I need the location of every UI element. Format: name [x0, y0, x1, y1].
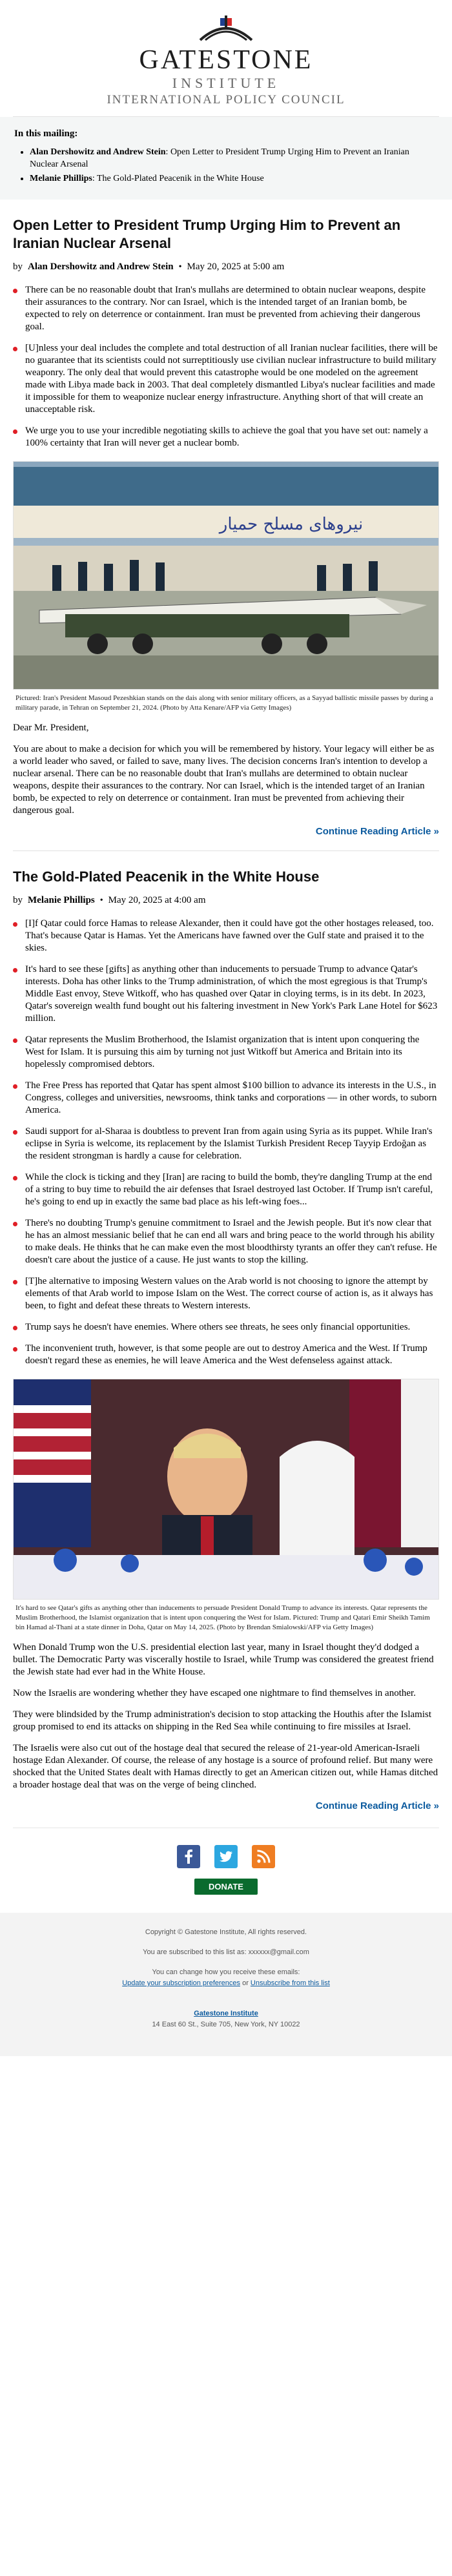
- logo-name[interactable]: GATESTONE: [139, 45, 313, 75]
- mailing-item-title[interactable]: Open Letter to President Trump Urging Him to Prevent an Iranian Nuclear Arsenal: [30, 147, 409, 169]
- highlight-item: [13, 1080, 439, 1117]
- mailing-item[interactable]: • Alan Dershowitz and Andrew Stein: Open Letter to President Trump Urging Him to Prevent an Iranian Nuclear Arsenal: [30, 146, 438, 170]
- iran-parade-photo: [14, 462, 438, 689]
- highlight-text: Saudi support for al-Sharaa is doubtless to prevent Iran from again using Syria as its puppet. While Iran's eclipse in Syria is welcome, its replacement by the Islamist Turkish President Recep Tayyip Erdoğan as the resident strongman is hardly a cause for celebration.: [25, 1126, 433, 1161]
- article-byline: [13, 262, 439, 273]
- red-bullet-icon: [13, 1222, 17, 1226]
- highlight-item: [13, 1171, 439, 1208]
- body-paragraph: When Donald Trump won the U.S. presidential election last year, many in Israel thought they'd dodged a bullet. The Democratic Party was viscerally hostile to Israel, while Trump was considered the greatest friend the Jewish state had ever had in the White House.: [13, 1642, 434, 1677]
- highlight-text: There can be no reasonable doubt that Iran's mullahs are determined to obtain nuclear weapons, despite their assurances to the contrary. Nor can Israel, which is the intended target of an Iranian bomb, be expected to rely on deterrence or containment. Iran must be prevented from achieving their dangerous goal.: [25, 285, 426, 332]
- rss-icon[interactable]: [252, 1845, 275, 1868]
- highlight-text: Trump says he doesn't have enemies. Where others see threats, he sees only financial opportunities.: [25, 1322, 411, 1332]
- article-body: [13, 1642, 439, 1791]
- mailing-item-authors: Melanie Phillips: [30, 174, 92, 183]
- mailing-title: In this mailing:: [14, 129, 78, 139]
- highlight-text: While the clock is ticking and they [Iran] are racing to build the bomb, they're dangling Trump at the end of a string to buy time to rebuild the air defenses that Israel destroyed last October. If Trump isn't careful, he's going to end up in exactly the same bad place as his left-wing foes...: [25, 1172, 433, 1207]
- highlight-item: [13, 1126, 439, 1162]
- header: [13, 14, 439, 117]
- highlight-item: [13, 1034, 439, 1071]
- highlight-text: There's no doubting Trump's genuine commitment to Israel and the Jewish people. But it's now clear that he has an almost messianic belief that he can end all wars and bring peace to the world through his ability to make deals. He thinks that he can make even the most bloodthirsty tyrants an offer they can't refuse. He doesn't care about the justice of a cause. He just wants to stop the killing.: [25, 1218, 437, 1265]
- salutation: Dear Mr. President,: [13, 723, 89, 733]
- article-gold-plated-peacenik: [13, 851, 439, 1812]
- mailing-item-title[interactable]: The Gold-Plated Peacenik in the White House: [96, 174, 264, 183]
- body-paragraph: You are about to make a decision for which you will be remembered by history. Your legacy will either be as a world leader who saved, or failed to save, many lives. The decision concerns Iran's intention to develop a nuclear arsenal. There can be no reasonable doubt that Iran's mullahs are determined to obtain nuclear weapons, despite their assurances to the contrary. Nor can Israel, which is the intended target of an Iranian bomb, be expected to rely on deterrence or containment. Iran must be prevented from achieving their dangerous goal.: [13, 744, 435, 816]
- byline-date: May 20, 2025 at 5:00 am: [187, 262, 285, 272]
- org-link[interactable]: Gatestone Institute: [194, 2010, 258, 2017]
- article-title[interactable]: Open Letter to President Trump Urging Him to Prevent an Iranian Nuclear Arsenal: [13, 217, 401, 251]
- red-bullet-icon: [13, 1130, 17, 1135]
- highlight-text: The Free Press has reported that Qatar has spent almost $100 billion to advance its interests in the U.S., in Congress, colleges and universities, newsrooms, think tanks and corporations — in other words, to suborn America.: [25, 1080, 437, 1115]
- article-image[interactable]: [13, 1379, 439, 1600]
- highlight-item: [13, 1343, 439, 1367]
- org-address: 14 East 60 St., Suite 705, New York, NY 10022: [152, 2021, 300, 2028]
- continue-reading-link[interactable]: Continue Reading Article »: [315, 826, 439, 837]
- byline-separator: •: [178, 262, 182, 272]
- highlight-text: [T]he alternative to imposing Western values on the Arab world is not choosing to ignore the attempt by elements of that Arab world to impose Islam on the West. The correct course of action is, as it always has been, to fight and defeat these threats to Western interests.: [25, 1276, 433, 1311]
- highlight-item: [13, 425, 439, 449]
- highlight-text: We urge you to use your incredible negotiating skills to achieve the goal that you have set out: namely a 100% certainty that Iran will never get a nuclear bomb.: [25, 426, 428, 448]
- facebook-icon[interactable]: [177, 1845, 200, 1868]
- highlight-item: [13, 1275, 439, 1312]
- red-bullet-icon: [13, 289, 17, 293]
- red-bullet-icon: [13, 1347, 17, 1352]
- mailing-list: [14, 146, 438, 185]
- byline-by: by: [13, 262, 23, 272]
- byline-author[interactable]: Alan Dershowitz and Andrew Stein: [28, 262, 174, 272]
- logo-institute: INSTITUTE: [172, 75, 280, 91]
- image-caption: Pictured: Iran's President Masoud Pezeshkian stands on the dais along with senior military officers, as a Sayyad ballistic missile passes by during a military parade, in Tehran on September 21, 2024. (Photo by Atta Kenare/AFP via Getty Images): [15, 694, 433, 712]
- continue-reading-link[interactable]: Continue Reading Article »: [315, 1800, 439, 1811]
- red-bullet-icon: [13, 1176, 17, 1180]
- social-links: [13, 1828, 439, 1906]
- highlight-text: [I]f Qatar could force Hamas to release Alexander, then it could have got the other hostages released, too. That's because Qatar is Hamas. Yet the Americans have fawned over the Gulf state and praised it to the skies.: [25, 918, 434, 953]
- footer: [0, 1913, 452, 2056]
- article-iran-letter: [13, 200, 439, 838]
- mailing-item-authors: Alan Dershowitz and Andrew Stein: [30, 147, 166, 157]
- continue-reading: [13, 1800, 439, 1812]
- red-bullet-icon: [13, 922, 17, 927]
- article-body: [13, 722, 439, 817]
- highlight-text: [U]nless your deal includes the complete and total destruction of all Iranian nuclear facilities, there will be no guarantee that its scientists could not surreptitiously use civilian nuclear infrastructure to build military weaponry. The only deal that would prevent this catastrophe would be one modeled on the agreement made with Libya made back in 2003. That deal completely dismantled Libya's nuclear facilities and made it impossible for them to weaponize nuclear energy infrastructure. Anything short of that will create an unacceptable risk.: [25, 343, 438, 415]
- highlight-text: The inconvenient truth, however, is that some people are out to destroy America and the West. If Trump doesn't regard these as enemies, he will leave America and the West defenseless against attack.: [25, 1343, 427, 1366]
- subscription-notice: You are subscribed to this list as: xxxxxx@gmail.com: [143, 1948, 309, 1956]
- or-text: or: [242, 1979, 249, 1987]
- highlight-item: [13, 918, 439, 954]
- change-notice: You can change how you receive these emails:: [152, 1968, 300, 1976]
- red-bullet-icon: [13, 968, 17, 973]
- byline-author[interactable]: Melanie Phillips: [28, 895, 95, 905]
- red-bullet-icon: [13, 1326, 17, 1330]
- body-paragraph: The Israelis were also cut out of the hostage deal that secured the release of 21-year-old American-Israeli hostage Edan Alexander. Of course, the release of any hostage is a source of profound relief. But many were shocked that the United States dealt with Hamas directly to get an American citizen out, while Hamas ditched a broader hostage deal that was on the verge of being clinched.: [13, 1743, 438, 1790]
- banner-text: نیروهای مسلح حمیار: [219, 515, 364, 534]
- byline-date: May 20, 2025 at 4:00 am: [108, 895, 206, 905]
- highlight-text: Qatar represents the Muslim Brotherhood, the Islamist organization that is intent upon conquering the West for Islam. It is pursuing this aim by turning not just Witkoff but America and Britain into its hopelessly compromised debtors.: [25, 1035, 420, 1069]
- article-highlights: [13, 284, 439, 449]
- article-byline: [13, 895, 439, 906]
- gatestone-logo-icon: [196, 14, 256, 44]
- logo-tagline: INTERNATIONAL POLICY COUNCIL: [107, 93, 345, 107]
- highlight-item: [13, 963, 439, 1025]
- byline-separator: •: [99, 895, 103, 905]
- highlight-item: [13, 342, 439, 416]
- red-bullet-icon: [13, 1280, 17, 1284]
- unsubscribe-link[interactable]: Unsubscribe from this list: [250, 1979, 330, 1987]
- highlight-item: [13, 1321, 439, 1334]
- highlight-item: [13, 284, 439, 333]
- red-bullet-icon: [13, 1038, 17, 1043]
- byline-by: by: [13, 895, 23, 905]
- copyright-text: Copyright © Gatestone Institute, All rights reserved.: [145, 1928, 307, 1936]
- red-bullet-icon: [13, 429, 17, 434]
- mailing-summary: [0, 117, 452, 200]
- update-preferences-link[interactable]: Update your subscription preferences: [122, 1979, 241, 1987]
- highlight-item: [13, 1217, 439, 1266]
- body-paragraph: Now the Israelis are wondering whether they have escaped one nightmare to find themselves in another.: [13, 1688, 416, 1698]
- red-bullet-icon: [13, 1084, 17, 1089]
- article-highlights: [13, 918, 439, 1367]
- mailing-item[interactable]: • Melanie Phillips: The Gold-Plated Peacenik in the White House: [30, 172, 438, 185]
- continue-reading: [13, 826, 439, 838]
- image-caption: It's hard to see Qatar's gifts as anything other than inducements to persuade President Donald Trump to advance its interests. Qatar represents the Muslim Brotherhood, the Islamist organization that is intent upon conquering the West for Islam. Pictured: Trump and Qatari Emir Sheikh Tamim bin Hamad al-Thani at a state dinner in Doha, Qatar on May 14, 2025. (Photo by Brendan Smialowski/AFP via Getty Images): [15, 1604, 430, 1631]
- red-bullet-icon: [13, 347, 17, 351]
- highlight-text: It's hard to see these [gifts] as anything other than inducements to persuade Trump to advance Qatar's interests. Doha has other links to the Trump administration, of which the most egregious is that Trump's Middle East envoy, Steve Witkoff, who has quashed over Qatar in cloying terms, is in its debt. In 2023, Qatar's sovereign wealth fund bought out his faltering investment in New York's Park Lane Hotel for $623 million.: [25, 964, 438, 1024]
- article-image[interactable]: [13, 461, 439, 690]
- body-paragraph: They were blindsided by the Trump administration's decision to stop attacking the Houthis after the Islamist group promised to end its attacks on shipping in the Red Sea while continuing to fire missiles at Israel.: [13, 1709, 432, 1732]
- article-title[interactable]: The Gold-Plated Peacenik in the White House: [13, 869, 320, 885]
- twitter-icon[interactable]: [214, 1845, 238, 1868]
- donate-button[interactable]: DONATE: [194, 1879, 258, 1895]
- state-dinner-photo: [14, 1379, 438, 1599]
